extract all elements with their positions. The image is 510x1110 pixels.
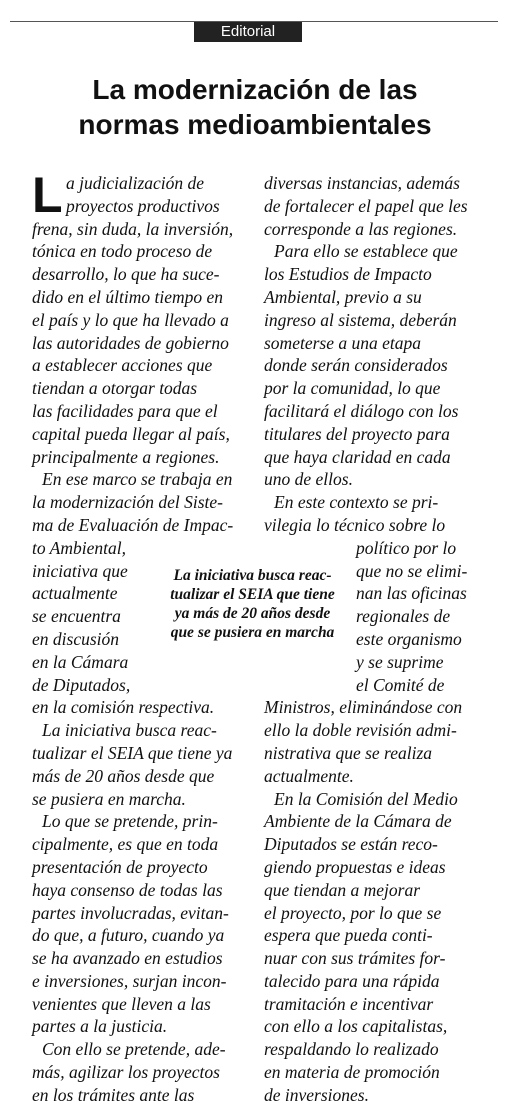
text-line: a judicialización de [66, 173, 205, 193]
text-line: dido en el último tiempo en [32, 286, 224, 307]
text-line: se pusiera en marcha. [32, 788, 186, 809]
text-line: capital pueda llegar al país, [32, 423, 230, 444]
pull-quote-line: que se pusiera en marcha [170, 624, 335, 641]
text-line: En la Comisión del Medio [274, 788, 458, 809]
text-line: actualmente [32, 583, 118, 604]
headline [0, 72, 510, 142]
text-line: venientes que lleven a las [32, 993, 211, 1014]
text-line: uno de ellos. [264, 469, 353, 490]
text-line: los Estudios de Impacto [264, 264, 432, 285]
text-line: talecido para una rápida [264, 970, 440, 991]
text-line: actualmente. [264, 765, 354, 786]
text-line: de fortalecer el papel que les [264, 195, 468, 216]
text-line: En ese marco se trabaja en [42, 469, 233, 490]
pull-quote-line: ya más de 20 años desde [174, 605, 331, 622]
pull-quote-line: tualizar el SEIA que tiene [170, 586, 335, 603]
text-line: tónica en todo proceso de [32, 241, 213, 262]
text-line: en los trámites ante las [32, 1084, 195, 1105]
text-line: en materia de promoción [264, 1062, 440, 1083]
text-line: de Diputados, [32, 674, 131, 695]
pull-quote [155, 566, 350, 642]
text-line: giendo propuestas e ideas [264, 856, 446, 877]
text-line: que haya claridad en cada [264, 446, 451, 467]
text-line: Diputados se están reco- [264, 834, 438, 855]
headline-line: La modernización de las [92, 74, 418, 105]
text-line: las autoridades de gobierno [32, 332, 229, 353]
text-line: proyectos productivos [66, 195, 220, 216]
pull-quote-line: La iniciativa busca reac- [173, 567, 332, 584]
text-line: Ambiente de la Cámara de [264, 811, 452, 832]
text-line: las facilidades para que el [32, 400, 218, 421]
text-line: partes involucradas, evitan- [32, 902, 229, 923]
text-line: el proyecto, por lo que se [264, 902, 442, 923]
drop-cap: L [32, 167, 63, 223]
text-line: En este contexto se pri- [274, 492, 439, 513]
text-line: vilegia lo técnico sobre lo [264, 514, 446, 535]
text-line: e inversiones, surjan incon- [32, 970, 227, 991]
text-line: la modernización del Siste- [32, 492, 224, 513]
text-line: La iniciativa busca reac- [42, 720, 217, 741]
text-line: partes a la justicia. [32, 1016, 168, 1037]
text-line: ma de Evaluación de Impac- [32, 514, 234, 535]
text-line: ingreso al sistema, deberán [264, 309, 457, 330]
text-line: en la Cámara [32, 651, 129, 672]
text-line: en la comisión respectiva. [32, 697, 215, 718]
text-line: titulares del proyecto para [264, 423, 450, 444]
text-line: el Comité de [356, 674, 445, 695]
text-line: nuar con sus trámites for- [264, 948, 446, 969]
text-line: principalmente a regiones. [32, 446, 220, 467]
text-line: en discusión [32, 628, 120, 649]
text-line: Ambiental, previo a su [264, 286, 422, 307]
text-line: este organismo [356, 628, 462, 649]
text-line: presentación de proyecto [32, 856, 208, 877]
text-line: iniciativa que [32, 560, 128, 581]
text-line: tualizar el SEIA que tiene ya [32, 742, 233, 763]
text-line: cipalmente, es que en toda [32, 834, 219, 855]
text-line: se ha avanzado en estudios [32, 948, 223, 969]
text-line: corresponde a las regiones. [264, 218, 458, 239]
text-line: Ministros, eliminándose con [264, 697, 463, 718]
text-line: to Ambiental, [32, 537, 126, 558]
headline-line: normas medioambientales [78, 109, 432, 140]
text-line: más de 20 años desde que [32, 765, 215, 786]
text-line: tiendan a otorgar todas [32, 378, 198, 399]
text-line: nistrativa que se realiza [264, 742, 433, 763]
text-line: do que, a futuro, cuando ya [32, 925, 225, 946]
text-line: tramitación e incentivar [264, 993, 434, 1014]
text-line: y se suprime [356, 651, 444, 672]
text-line: nan las oficinas [356, 583, 467, 604]
text-line: que no se elimi- [356, 560, 468, 581]
text-line: a establecer acciones que [32, 355, 213, 376]
text-line: más, agilizar los proyectos [32, 1062, 220, 1083]
text-line: frena, sin duda, la inversión, [32, 218, 234, 239]
text-line: que tiendan a mejorar [264, 879, 421, 900]
text-line: facilitará el diálogo con los [264, 400, 459, 421]
text-line: regionales de [356, 606, 451, 627]
text-line: haya consenso de todas las [32, 879, 223, 900]
text-line: diversas instancias, además [264, 173, 460, 193]
text-line: desarrollo, lo que ha suce- [32, 264, 220, 285]
text-line: se encuentra [32, 606, 121, 627]
text-line: con ello a los capitalistas, [264, 1016, 448, 1037]
text-line: respaldando lo realizado [264, 1039, 439, 1060]
text-line: por la comunidad, lo que [264, 378, 441, 399]
text-line: espera que pueda conti- [264, 925, 433, 946]
text-line: donde serán considerados [264, 355, 448, 376]
text-line: Con ello se pretende, ade- [42, 1039, 226, 1060]
text-line: el país y lo que ha llevado a [32, 309, 229, 330]
section-label: Editorial [194, 22, 302, 42]
text-line: Para ello se establece que [274, 241, 458, 262]
text-line: de inversiones. [264, 1084, 369, 1105]
text-line: Lo que se pretende, prin- [42, 811, 218, 832]
text-line: político por lo [356, 537, 457, 558]
text-line: someterse a una etapa [264, 332, 421, 353]
text-line: ello la doble revisión admi- [264, 720, 457, 741]
